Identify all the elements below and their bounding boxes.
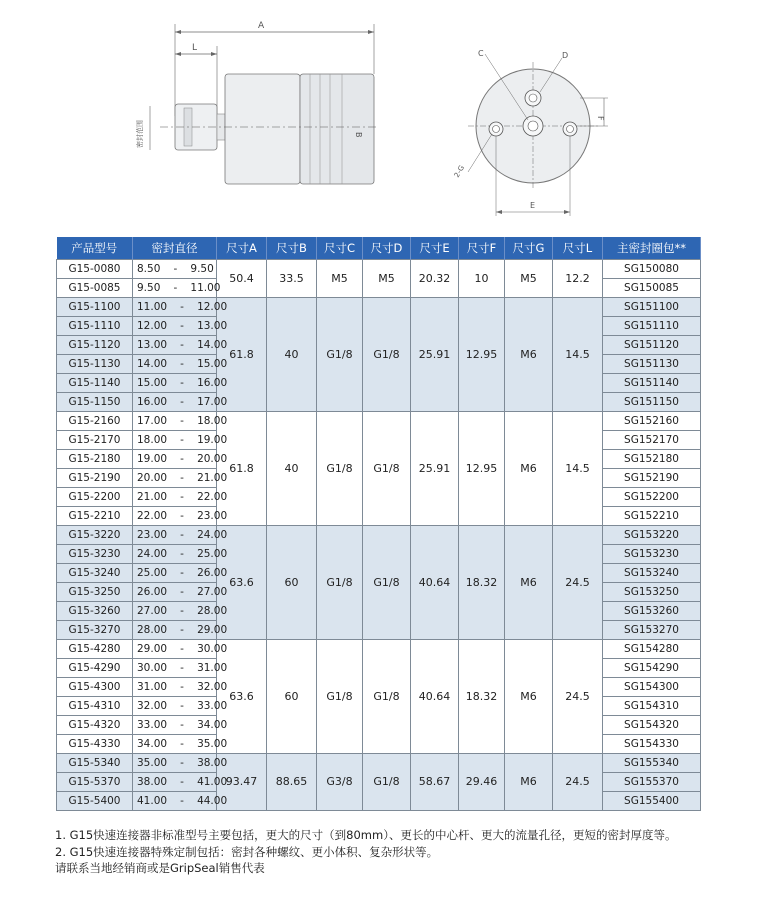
table-row — [57, 412, 701, 431]
dim-c-cell: G1/8 — [317, 526, 363, 640]
range-separator: - — [180, 586, 184, 598]
range-separator: - — [180, 320, 184, 332]
dim-c-cell: G1/8 — [317, 298, 363, 412]
range-separator: - — [180, 415, 184, 427]
seal-diameter-cell — [133, 469, 228, 488]
dim-f-cell: 18.32 — [459, 526, 505, 640]
dim-g-cell: M6 — [505, 298, 553, 412]
seal-diameter-cell — [133, 260, 217, 279]
seal-kit-cell: SG155400 — [603, 792, 701, 811]
dim-e-cell: 40.64 — [411, 640, 459, 754]
seal-diameter-cell — [133, 431, 228, 450]
seal-max: 32.00 — [197, 681, 228, 693]
seal-kit-cell: SG151120 — [603, 336, 701, 355]
seal-max: 22.00 — [197, 491, 228, 503]
model-cell: G15-1100 — [57, 298, 133, 317]
model-cell: G15-4330 — [57, 735, 133, 754]
header-dim-l: 尺寸L — [553, 237, 603, 260]
dim-d-cell: M5 — [363, 260, 411, 298]
range-separator: - — [180, 757, 184, 769]
model-cell: G15-1120 — [57, 336, 133, 355]
dim-l-cell: 12.2 — [553, 260, 603, 298]
dim-f-cell: 18.32 — [459, 640, 505, 754]
seal-diameter-cell — [133, 659, 228, 678]
seal-kit-cell: SG152190 — [603, 469, 701, 488]
model-cell: G15-2160 — [57, 412, 133, 431]
seal-kit-cell: SG150085 — [603, 279, 701, 298]
dim-l-cell: 14.5 — [553, 298, 603, 412]
seal-max: 29.00 — [197, 624, 228, 636]
dim-c-cell: G1/8 — [317, 640, 363, 754]
seal-kit-cell: SG151150 — [603, 393, 701, 412]
seal-diameter-cell — [133, 564, 228, 583]
model-cell: G15-2200 — [57, 488, 133, 507]
spec-table-body — [57, 260, 701, 811]
seal-min: 32.00 — [137, 700, 168, 712]
seal-diameter-cell — [133, 336, 228, 355]
range-separator: - — [180, 662, 184, 674]
dim-e-label: E — [530, 201, 536, 210]
seal-min: 29.00 — [137, 643, 168, 655]
seal-kit-cell: SG153240 — [603, 564, 701, 583]
seal-kit-cell: SG153270 — [603, 621, 701, 640]
header-dim-c: 尺寸C — [317, 237, 363, 260]
seal-min: 23.00 — [137, 529, 168, 541]
model-cell: G15-1130 — [57, 355, 133, 374]
seal-min: 15.00 — [137, 377, 168, 389]
seal-min: 31.00 — [137, 681, 168, 693]
seal-kit-cell: SG152210 — [603, 507, 701, 526]
range-separator: - — [180, 738, 184, 750]
model-cell: G15-1110 — [57, 317, 133, 336]
range-separator: - — [180, 453, 184, 465]
range-separator: - — [180, 605, 184, 617]
range-separator: - — [180, 529, 184, 541]
seal-diameter-cell — [133, 792, 228, 811]
seal-diameter-cell — [133, 773, 228, 792]
seal-range-label: 密封范围 — [136, 120, 144, 148]
range-separator: - — [180, 377, 184, 389]
seal-min: 16.00 — [137, 396, 168, 408]
seal-max: 26.00 — [197, 567, 228, 579]
dim-b-cell: 60 — [267, 640, 317, 754]
header-dim-b: 尺寸B — [267, 237, 317, 260]
seal-min: 22.00 — [137, 510, 168, 522]
table-row — [57, 526, 701, 545]
seal-min: 11.00 — [137, 301, 168, 313]
dim-g-label: 2-G — [452, 164, 467, 179]
range-separator: - — [180, 643, 184, 655]
dim-g-cell: M6 — [505, 412, 553, 526]
side-view-drawing — [120, 4, 380, 204]
seal-min: 8.50 — [137, 263, 161, 275]
seal-max: 34.00 — [197, 719, 228, 731]
dim-c-cell: G3/8 — [317, 754, 363, 811]
header-dim-e: 尺寸E — [411, 237, 459, 260]
seal-kit-cell: SG153230 — [603, 545, 701, 564]
seal-diameter-cell — [133, 298, 228, 317]
seal-diameter-cell — [133, 279, 221, 298]
seal-diameter-cell — [133, 583, 228, 602]
model-cell: G15-3260 — [57, 602, 133, 621]
model-cell: G15-4280 — [57, 640, 133, 659]
model-cell: G15-5370 — [57, 773, 133, 792]
note-2: 2. G15快速连接器特殊定制包括：密封各种螺纹、更小体积、复杂形状等。 — [55, 844, 439, 859]
note-1: 1. G15快速连接器非标准型号主要包括，更大的尺寸（到80mm）、更长的中心杆、更大的流量孔径，更短的密封厚度等。 — [55, 828, 677, 842]
table-row — [57, 640, 701, 659]
seal-min: 33.00 — [137, 719, 168, 731]
seal-diameter-cell — [133, 507, 228, 526]
seal-max: 44.00 — [197, 795, 228, 807]
range-separator: - — [180, 491, 184, 503]
seal-kit-cell: SG151110 — [603, 317, 701, 336]
model-cell: G15-3220 — [57, 526, 133, 545]
range-separator: - — [180, 396, 184, 408]
seal-min: 38.00 — [137, 776, 168, 788]
dim-e-cell: 40.64 — [411, 526, 459, 640]
seal-diameter-cell — [133, 735, 228, 754]
note-contact: 请联系当地经销商或是GripSeal销售代表 — [55, 861, 265, 875]
dim-l-label: L — [192, 43, 198, 53]
dim-d-label: D — [562, 51, 569, 60]
range-separator: - — [180, 776, 184, 788]
seal-max: 33.00 — [197, 700, 228, 712]
seal-diameter-cell — [133, 640, 228, 659]
range-separator: - — [180, 719, 184, 731]
seal-min: 20.00 — [137, 472, 168, 484]
seal-max: 11.00 — [190, 282, 221, 294]
seal-max: 28.00 — [197, 605, 228, 617]
seal-diameter-cell — [133, 716, 228, 735]
seal-kit-cell: SG155340 — [603, 754, 701, 773]
seal-max: 20.00 — [197, 453, 228, 465]
seal-max: 21.00 — [197, 472, 228, 484]
header-dim-a: 尺寸A — [217, 237, 267, 260]
dim-a-cell: 63.6 — [217, 640, 267, 754]
seal-diameter-cell — [133, 355, 228, 374]
seal-min: 12.00 — [137, 320, 168, 332]
range-separator: - — [173, 263, 178, 275]
seal-kit-cell: SG150080 — [603, 260, 701, 279]
model-cell: G15-2180 — [57, 450, 133, 469]
seal-max: 30.00 — [197, 643, 228, 655]
seal-kit-cell: SG155370 — [603, 773, 701, 792]
dim-d-cell: G1/8 — [363, 754, 411, 811]
seal-kit-cell: SG153250 — [603, 583, 701, 602]
range-separator: - — [180, 700, 184, 712]
header-dim-g: 尺寸G — [505, 237, 553, 260]
seal-max: 13.00 — [197, 320, 228, 332]
seal-kit-cell: SG154330 — [603, 735, 701, 754]
seal-diameter-cell — [133, 621, 228, 640]
range-separator: - — [180, 301, 184, 313]
dim-c-cell: M5 — [317, 260, 363, 298]
range-separator: - — [180, 472, 184, 484]
range-separator: - — [180, 358, 184, 370]
seal-min: 13.00 — [137, 339, 168, 351]
model-cell: G15-2170 — [57, 431, 133, 450]
spec-table — [56, 237, 701, 811]
dim-d-cell: G1/8 — [363, 640, 411, 754]
range-separator: - — [180, 548, 184, 560]
dim-b-label: B — [354, 132, 363, 138]
seal-min: 18.00 — [137, 434, 168, 446]
dim-a-cell: 61.8 — [217, 412, 267, 526]
seal-kit-cell: SG152180 — [603, 450, 701, 469]
seal-kit-cell: SG154280 — [603, 640, 701, 659]
model-cell: G15-4310 — [57, 697, 133, 716]
dim-d-cell: G1/8 — [363, 526, 411, 640]
dim-e-cell: 25.91 — [411, 298, 459, 412]
dim-l-cell: 24.5 — [553, 640, 603, 754]
seal-max: 35.00 — [197, 738, 228, 750]
seal-kit-cell: SG152200 — [603, 488, 701, 507]
seal-kit-cell: SG151140 — [603, 374, 701, 393]
seal-min: 24.00 — [137, 548, 168, 560]
seal-diameter-cell — [133, 412, 228, 431]
seal-kit-cell: SG151130 — [603, 355, 701, 374]
header-model: 产品型号 — [57, 237, 133, 260]
seal-kit-cell: SG152160 — [603, 412, 701, 431]
dim-a-label: A — [258, 21, 265, 31]
seal-max: 24.00 — [197, 529, 228, 541]
seal-diameter-cell — [133, 697, 228, 716]
seal-min: 26.00 — [137, 586, 168, 598]
seal-min: 25.00 — [137, 567, 168, 579]
seal-max: 41.00 — [197, 776, 228, 788]
dim-b-cell: 60 — [267, 526, 317, 640]
dim-f-cell: 10 — [459, 260, 505, 298]
range-separator: - — [180, 567, 184, 579]
seal-min: 34.00 — [137, 738, 168, 750]
seal-diameter-cell — [133, 450, 228, 469]
seal-kit-cell: SG154290 — [603, 659, 701, 678]
end-view-drawing — [440, 40, 620, 220]
table-row — [57, 298, 701, 317]
model-cell: G15-3230 — [57, 545, 133, 564]
seal-kit-cell: SG153260 — [603, 602, 701, 621]
seal-min: 14.00 — [137, 358, 168, 370]
dim-d-cell: G1/8 — [363, 298, 411, 412]
model-cell: G15-1140 — [57, 374, 133, 393]
seal-max: 12.00 — [197, 301, 228, 313]
dim-l-cell: 14.5 — [553, 412, 603, 526]
seal-min: 35.00 — [137, 757, 168, 769]
model-cell: G15-4320 — [57, 716, 133, 735]
seal-diameter-cell — [133, 602, 228, 621]
seal-diameter-cell — [133, 374, 228, 393]
model-cell: G15-4290 — [57, 659, 133, 678]
dim-e-cell: 58.67 — [411, 754, 459, 811]
dim-c-label: C — [478, 49, 484, 58]
model-cell: G15-0080 — [57, 260, 133, 279]
table-row — [57, 260, 701, 279]
seal-min: 27.00 — [137, 605, 168, 617]
dim-f-label: F — [596, 116, 605, 121]
dim-b-cell: 33.5 — [267, 260, 317, 298]
dim-e-cell: 20.32 — [411, 260, 459, 298]
dim-c-cell: G1/8 — [317, 412, 363, 526]
model-cell: G15-4300 — [57, 678, 133, 697]
seal-min: 41.00 — [137, 795, 168, 807]
range-separator: - — [180, 624, 184, 636]
range-separator: - — [180, 510, 184, 522]
dim-b-cell: 40 — [267, 412, 317, 526]
model-cell: G15-2190 — [57, 469, 133, 488]
model-cell: G15-5400 — [57, 792, 133, 811]
dim-g-cell: M6 — [505, 526, 553, 640]
seal-max: 15.00 — [197, 358, 228, 370]
header-seal-diameter: 密封直径 — [133, 237, 217, 260]
seal-max: 38.00 — [197, 757, 228, 769]
dim-a-cell: 93.47 — [217, 754, 267, 811]
notes — [55, 827, 745, 877]
model-cell: G15-3250 — [57, 583, 133, 602]
seal-min: 9.50 — [137, 282, 161, 294]
seal-min: 19.00 — [137, 453, 168, 465]
seal-max: 14.00 — [197, 339, 228, 351]
seal-max: 19.00 — [197, 434, 228, 446]
model-cell: G15-1150 — [57, 393, 133, 412]
dim-a-cell: 61.8 — [217, 298, 267, 412]
seal-max: 18.00 — [197, 415, 228, 427]
dim-b-cell: 88.65 — [267, 754, 317, 811]
dim-g-cell: M6 — [505, 640, 553, 754]
dim-f-cell: 12.95 — [459, 298, 505, 412]
seal-diameter-cell — [133, 545, 228, 564]
seal-diameter-cell — [133, 488, 228, 507]
model-cell: G15-3270 — [57, 621, 133, 640]
seal-max: 16.00 — [197, 377, 228, 389]
dim-g-cell: M6 — [505, 754, 553, 811]
range-separator: - — [180, 434, 184, 446]
seal-max: 23.00 — [197, 510, 228, 522]
model-cell: G15-0085 — [57, 279, 133, 298]
dim-f-cell: 12.95 — [459, 412, 505, 526]
seal-max: 31.00 — [197, 662, 228, 674]
seal-kit-cell: SG154300 — [603, 678, 701, 697]
seal-min: 21.00 — [137, 491, 168, 503]
dim-l-cell: 24.5 — [553, 526, 603, 640]
seal-max: 25.00 — [197, 548, 228, 560]
range-separator: - — [180, 339, 184, 351]
header-dim-d: 尺寸D — [363, 237, 411, 260]
dim-e-cell: 25.91 — [411, 412, 459, 526]
header-seal-kit: 主密封圈包** — [603, 237, 701, 260]
dim-a-cell: 63.6 — [217, 526, 267, 640]
seal-kit-cell: SG151100 — [603, 298, 701, 317]
range-separator: - — [180, 681, 184, 693]
model-cell: G15-2210 — [57, 507, 133, 526]
table-header-row — [57, 237, 701, 260]
seal-kit-cell: SG152170 — [603, 431, 701, 450]
dim-b-cell: 40 — [267, 298, 317, 412]
table-row — [57, 754, 701, 773]
dim-a-cell: 50.4 — [217, 260, 267, 298]
seal-max: 27.00 — [197, 586, 228, 598]
seal-diameter-cell — [133, 393, 228, 412]
seal-diameter-cell — [133, 678, 228, 697]
seal-diameter-cell — [133, 526, 228, 545]
dim-d-cell: G1/8 — [363, 412, 411, 526]
header-dim-f: 尺寸F — [459, 237, 505, 260]
seal-diameter-cell — [133, 317, 228, 336]
dim-g-cell: M5 — [505, 260, 553, 298]
seal-max: 17.00 — [197, 396, 228, 408]
range-separator: - — [180, 795, 184, 807]
seal-max: 9.50 — [190, 263, 214, 275]
seal-diameter-cell — [133, 754, 228, 773]
seal-kit-cell: SG154310 — [603, 697, 701, 716]
model-cell: G15-5340 — [57, 754, 133, 773]
seal-min: 28.00 — [137, 624, 168, 636]
seal-kit-cell: SG153220 — [603, 526, 701, 545]
seal-min: 17.00 — [137, 415, 168, 427]
dim-l-cell: 24.5 — [553, 754, 603, 811]
range-separator: - — [173, 282, 178, 294]
seal-min: 30.00 — [137, 662, 168, 674]
model-cell: G15-3240 — [57, 564, 133, 583]
seal-kit-cell: SG154320 — [603, 716, 701, 735]
dim-f-cell: 29.46 — [459, 754, 505, 811]
